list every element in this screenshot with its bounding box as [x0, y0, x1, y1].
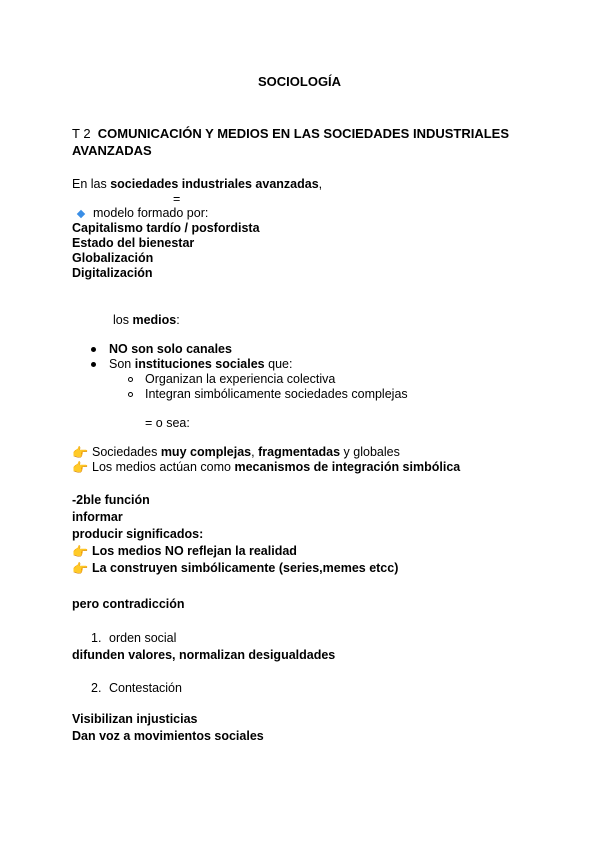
intro-suffix: , [318, 177, 323, 191]
contradiction-item-1-desc: difunden valores, normalizan desigualdades [72, 648, 336, 662]
contradiction-item-2-desc: Visibilizan injusticias [72, 712, 198, 726]
topic-title-line1: COMUNICACIÓN Y MEDIOS EN LAS SOCIEDADES INDUSTRIALES [97, 126, 510, 141]
p1-prefix: Sociedades [92, 445, 161, 459]
small-blue-diamond-icon [77, 210, 85, 218]
bullet-icon [91, 362, 96, 367]
function-heading: -2ble función [72, 493, 150, 507]
model-item: Capitalismo tardío / posfordista [72, 221, 260, 235]
media-line [113, 313, 180, 328]
intro-line [72, 177, 322, 192]
contradiction-item-2: Contestación [109, 681, 182, 695]
media-bullet-1: NO son solo canales [109, 342, 232, 356]
page-title: SOCIOLOGÍA [258, 74, 342, 89]
p1-bold1: muy complejas [160, 445, 252, 459]
topic-heading [72, 125, 509, 142]
function-hand-2: La construyen simbólicamente (series,memes etcc) [92, 561, 399, 575]
topic-title-line2: AVANZADAS [72, 143, 152, 158]
contradiction-item-1: orden social [109, 631, 177, 645]
media-sub-item: Organizan la experiencia colectiva [145, 372, 336, 386]
backhand-index-pointing-right-icon: 👉 [72, 460, 89, 475]
p2-prefix: Los medios actúan como [92, 460, 235, 474]
point-1 [92, 445, 400, 460]
backhand-index-pointing-right-icon: 👉 [72, 561, 89, 576]
point-2 [92, 460, 460, 475]
bullet2-prefix: Son [109, 357, 135, 371]
intro-prefix: En las [72, 177, 111, 191]
sub-bullet-icon [128, 377, 133, 382]
contradiction-heading: pero contradicción [72, 597, 185, 611]
bullet-icon [91, 347, 96, 352]
media-bullet-2 [109, 357, 292, 372]
list-number: 2. [91, 681, 102, 695]
topic-number: T 2 [72, 126, 91, 141]
media-bold: medios [132, 313, 177, 327]
model-item: Globalización [72, 251, 154, 265]
backhand-index-pointing-right-icon: 👉 [72, 544, 89, 559]
bullet2-suffix: que: [264, 357, 293, 371]
p1-mid: , [251, 445, 259, 459]
backhand-index-pointing-right-icon: 👉 [72, 445, 89, 460]
list-number: 1. [91, 631, 102, 645]
equals-sign: = [173, 192, 181, 206]
model-item: Estado del bienestar [72, 236, 195, 250]
function-line: producir significados: [72, 527, 204, 541]
model-item: Digitalización [72, 266, 153, 280]
function-line: informar [72, 510, 123, 524]
p1-bold2: fragmentadas [258, 445, 341, 459]
contradiction-item-2-desc: Dan voz a movimientos sociales [72, 729, 264, 743]
bullet2-bold: instituciones sociales [134, 357, 265, 371]
function-hand-1: Los medios NO reflejan la realidad [92, 544, 297, 558]
media-prefix: los [113, 313, 133, 327]
media-sub-item: Integran simbólicamente sociedades complejas [145, 387, 408, 401]
o-sea-line: = o sea: [145, 416, 190, 430]
p1-suffix: y globales [340, 445, 400, 459]
p2-bold: mecanismos de integración simbólica [234, 460, 461, 474]
model-label: modelo formado por: [93, 206, 209, 220]
media-suffix: : [176, 313, 180, 327]
sub-bullet-icon [128, 392, 133, 397]
intro-bold: sociedades industriales avanzadas [110, 177, 319, 191]
